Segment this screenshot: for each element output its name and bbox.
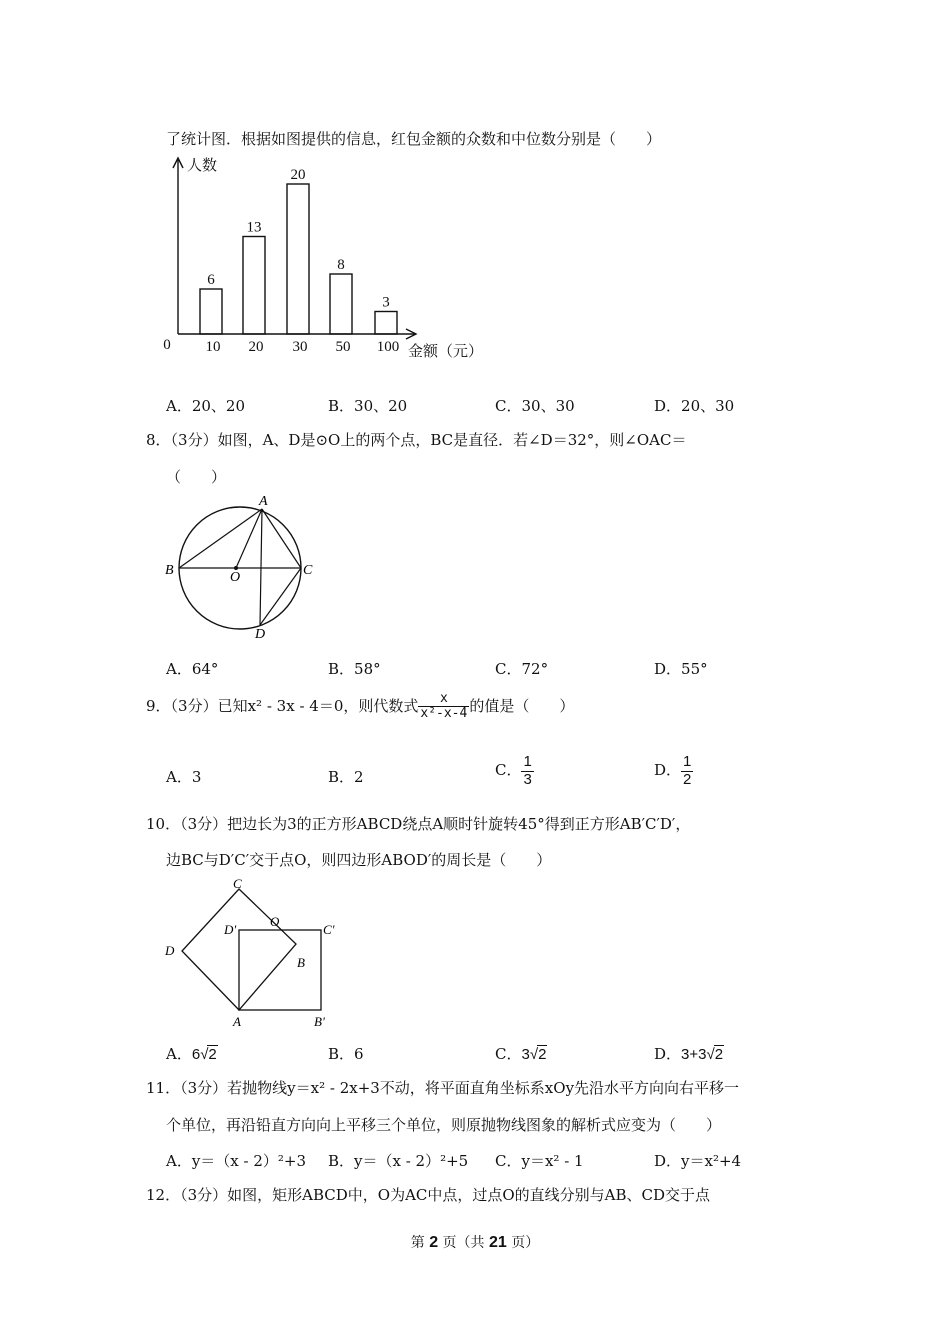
bar-value-label-50: 8 bbox=[337, 257, 345, 273]
q9-option-b: B．2 bbox=[328, 768, 364, 786]
x-tick-label-10: 10 bbox=[205, 339, 221, 355]
q9-points: （3分） bbox=[170, 696, 218, 715]
q12-number: 12． bbox=[146, 1186, 181, 1204]
y-axis-label: 人数 bbox=[187, 158, 218, 174]
q8-label-c: C bbox=[303, 563, 313, 578]
x-tick-label-100: 100 bbox=[376, 339, 400, 355]
q10-option-c-coef: 3 bbox=[521, 1046, 530, 1063]
q11-option-b: B．y＝（x - 2）²+5 bbox=[328, 1152, 469, 1170]
x-tick-label-20: 20 bbox=[248, 339, 264, 355]
q9-stem bbox=[146, 692, 574, 722]
bar-value-label-30: 20 bbox=[290, 167, 306, 183]
q10-option-a-coef: 6 bbox=[191, 1046, 201, 1063]
bar-100 bbox=[375, 312, 397, 335]
q11-line1: 若抛物线y＝x² - 2x+3不动，将平面直角坐标系xOy先沿水平方向向右平移一 bbox=[227, 1079, 740, 1097]
q9-number: 9． bbox=[146, 696, 171, 715]
bar-value-label-100: 3 bbox=[382, 294, 390, 311]
q10-option-d-coef: 3+3 bbox=[681, 1046, 707, 1063]
q10-label-c-prime: C' bbox=[323, 922, 335, 937]
q10-label-c: C bbox=[233, 876, 242, 891]
q7-option-b: B．30、20 bbox=[328, 397, 408, 415]
q11-stem-line2: 个单位，再沿铅直方向向上平移三个单位，则原抛物线图象的解析式应变为（ ） bbox=[166, 1116, 722, 1134]
q10-points: （3分） bbox=[180, 815, 228, 833]
q8-points: （3分） bbox=[170, 431, 218, 449]
q9-option-d bbox=[654, 754, 693, 788]
q8-option-a: A．64° bbox=[166, 660, 219, 678]
q9-option-d-num: 1 bbox=[683, 753, 692, 770]
q10-option-c-radicand: 2 bbox=[538, 1046, 547, 1063]
q10-label-d-prime: D' bbox=[224, 922, 237, 937]
bar-30 bbox=[287, 184, 309, 334]
footer-page-number: 2 bbox=[429, 1234, 439, 1251]
footer-total-pages: 21 bbox=[489, 1234, 507, 1251]
q7-stem-tail: 了统计图．根据如图提供的信息，红包金额的众数和中位数分别是（ ） bbox=[166, 130, 662, 148]
q10-line1: 把边长为3的正方形ABCD绕点A顺时针旋转45°得到正方形AB′C′D′， bbox=[227, 815, 691, 833]
q8-number: 8． bbox=[146, 431, 171, 449]
q11-option-d: D．y＝x²+4 bbox=[654, 1152, 742, 1170]
footer-suffix: 页） bbox=[511, 1235, 540, 1251]
q8-option-d: D．55° bbox=[654, 660, 708, 678]
q11-stem-line1 bbox=[146, 1077, 739, 1098]
q9-fraction-denominator: x²-x-4 bbox=[420, 706, 468, 722]
q7-bar-chart bbox=[150, 148, 490, 368]
q8-label-a: A bbox=[259, 494, 268, 509]
q12-points: （3分） bbox=[180, 1186, 228, 1204]
q9-option-c-num: 1 bbox=[523, 753, 532, 770]
q8-label-b: B bbox=[165, 563, 174, 578]
page-footer bbox=[0, 1232, 950, 1252]
q9-option-d-den: 2 bbox=[683, 770, 692, 788]
q10-option-a: A．6√2 bbox=[166, 1045, 217, 1063]
q10-number: 10． bbox=[146, 815, 181, 833]
q10-stem-line2: 边BC与D′C′交于点O，则四边形ABOD′的周长是（ ） bbox=[166, 851, 552, 869]
q8-label-d: D bbox=[255, 627, 266, 642]
q10-option-b: B．6 bbox=[328, 1045, 364, 1063]
bar-value-label-10: 6 bbox=[207, 272, 215, 288]
q10-option-d-prefix: D． bbox=[654, 1045, 682, 1063]
q8-label-o: O bbox=[230, 570, 241, 585]
q11-option-c: C．y＝x² - 1 bbox=[495, 1152, 584, 1170]
q9-fraction bbox=[418, 692, 469, 722]
q9-option-c-den: 3 bbox=[523, 770, 532, 788]
q7-option-a: A．20、20 bbox=[166, 397, 246, 415]
q10-stem-line1 bbox=[146, 813, 690, 834]
q10-option-c-prefix: C． bbox=[495, 1045, 522, 1063]
q8-text: 如图，A、D是⊙O上的两个点，BC是直径．若∠D＝32°，则∠OAC＝ bbox=[217, 431, 687, 449]
q8-stem bbox=[146, 429, 686, 450]
q10-label-d: D bbox=[165, 943, 175, 958]
q11-option-a: A．y＝（x - 2）²+3 bbox=[166, 1152, 307, 1170]
q8-option-b: B．58° bbox=[328, 660, 381, 678]
q9-option-d-fraction bbox=[681, 754, 693, 788]
q9-option-c-fraction bbox=[521, 754, 533, 788]
q10-option-a-radicand: 2 bbox=[208, 1046, 217, 1063]
q11-points: （3分） bbox=[180, 1079, 228, 1097]
q7-option-d: D．20、30 bbox=[654, 397, 735, 415]
x-axis-label: 金额（元） bbox=[408, 344, 484, 360]
q9-fraction-numerator: x bbox=[418, 692, 469, 707]
q10-label-o: O bbox=[270, 914, 280, 929]
q9-option-a: A．3 bbox=[166, 768, 202, 786]
q9-option-c-prefix: C． bbox=[495, 761, 522, 779]
x-tick-label-50: 50 bbox=[335, 339, 351, 355]
q8-circle-figure bbox=[160, 492, 320, 642]
q10-option-c: C．3√2 bbox=[495, 1045, 547, 1063]
bar-value-label-20: 13 bbox=[246, 219, 262, 236]
origin-label: 0 bbox=[163, 337, 171, 353]
q11-number: 11． bbox=[146, 1079, 181, 1097]
x-tick-label-30: 30 bbox=[292, 339, 308, 355]
q10-label-b-prime: B' bbox=[314, 1014, 325, 1029]
q7-option-c: C．30、30 bbox=[495, 397, 575, 415]
q9-text-after: 的值是（ ） bbox=[469, 696, 575, 715]
footer-prefix: 第 bbox=[410, 1235, 425, 1251]
q8-option-c: C．72° bbox=[495, 660, 549, 678]
q10-option-d: D．3+3√2 bbox=[654, 1045, 724, 1063]
q12-text: 如图，矩形ABCD中，O为AC中点，过点O的直线分别与AB、CD交于点 bbox=[227, 1186, 711, 1204]
q9-option-d-prefix: D． bbox=[654, 761, 682, 779]
q8-blank: （ ） bbox=[166, 468, 227, 486]
q10-option-d-radicand: 2 bbox=[714, 1046, 724, 1063]
bar-20 bbox=[243, 237, 265, 335]
q10-label-b: B bbox=[297, 955, 305, 970]
bar-50 bbox=[330, 274, 352, 334]
q10-option-a-prefix: A． bbox=[166, 1045, 192, 1063]
q9-text-before: 已知x² - 3x - 4＝0，则代数式 bbox=[217, 696, 419, 715]
q12-stem bbox=[146, 1184, 710, 1205]
q10-label-a: A bbox=[233, 1014, 241, 1029]
footer-middle: 页（共 bbox=[442, 1235, 485, 1251]
bar-10 bbox=[200, 289, 222, 334]
q10-square-figure bbox=[160, 874, 350, 1034]
q9-option-c bbox=[495, 754, 534, 788]
